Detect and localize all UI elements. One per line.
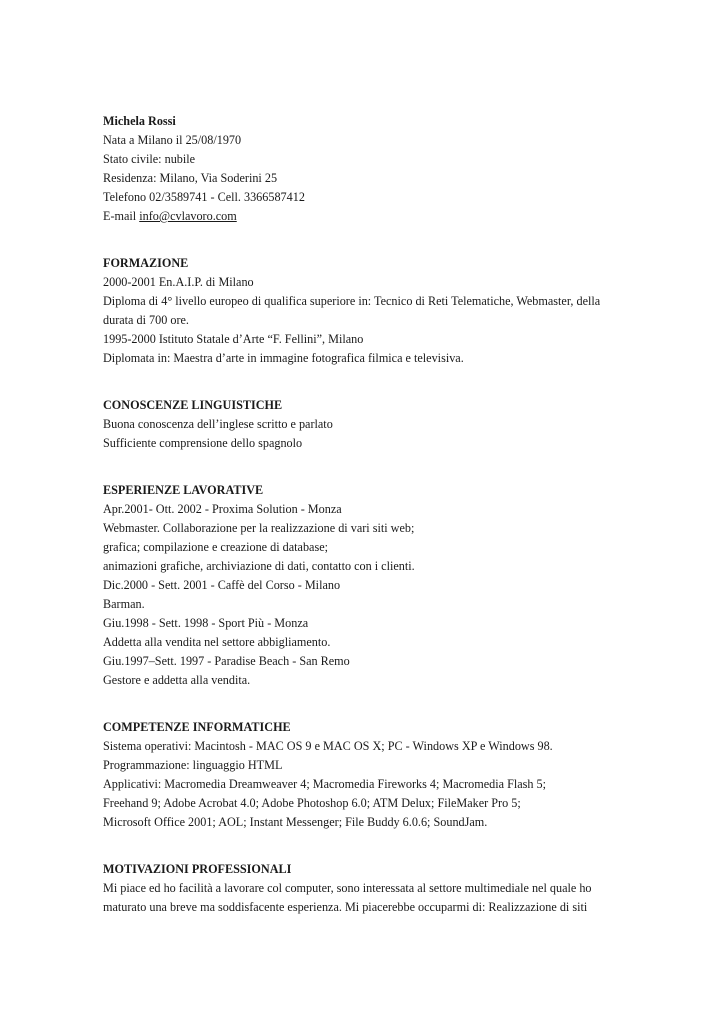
section-line: Applicativi: Macromedia Dreamweaver 4; Macromedia Fireworks 4; Macromedia Flash 5;: [103, 777, 547, 791]
phone: Telefono 02/3589741 - Cell. 3366587412: [103, 190, 305, 204]
section-line: Gestore e addetta alla vendita.: [103, 673, 251, 687]
section-line: 1995-2000 Istituto Statale d’Arte “F. Fellini”, Milano: [103, 332, 364, 346]
section-line: Giu.1998 - Sett. 1998 - Sport Più - Monza: [103, 616, 309, 630]
section-informatica: [103, 718, 623, 832]
section-line: Webmaster. Collaborazione per la realizzazione di vari siti web;: [103, 521, 415, 535]
email-line: [103, 207, 623, 226]
residence: Residenza: Milano, Via Soderini 25: [103, 171, 278, 185]
section-title-formazione: FORMAZIONE: [103, 256, 189, 270]
section-line: Sistema operativi: Macintosh - MAC OS 9 e MAC OS X; PC - Windows XP e Windows 98.: [103, 739, 553, 753]
email-prefix: E-mail: [103, 209, 140, 223]
section-spacer: [103, 453, 623, 481]
section-line: grafica; compilazione e creazione di database;: [103, 540, 329, 554]
section-line: Programmazione: linguaggio HTML: [103, 758, 283, 772]
section-title-lingue: CONOSCENZE LINGUISTICHE: [103, 398, 283, 412]
civil-status: Stato civile: nubile: [103, 152, 196, 166]
section-line: Addetta alla vendita nel settore abbigliamento.: [103, 635, 331, 649]
section-spacer: [103, 368, 623, 396]
section-title-motivazioni: MOTIVAZIONI PROFESSIONALI: [103, 862, 292, 876]
section-line: Giu.1997–Sett. 1997 - Paradise Beach - San Remo: [103, 654, 350, 668]
section-line: durata di 700 ore.: [103, 313, 189, 327]
section-line: Diploma di 4° livello europeo di qualifica superiore in: Tecnico di Reti Telematiche, Webmaster, della: [103, 294, 601, 308]
personal-info: [103, 112, 623, 226]
email-link[interactable]: info@cvlavoro.com: [139, 209, 237, 223]
section-line: Freehand 9; Adobe Acrobat 4.0; Adobe Photoshop 6.0; ATM Delux; FileMaker Pro 5;: [103, 796, 521, 810]
birth-info: Nata a Milano il 25/08/1970: [103, 133, 242, 147]
section-line: animazioni grafiche, archiviazione di dati, contatto con i clienti.: [103, 559, 415, 573]
cv-page: [103, 112, 623, 917]
section-formazione: [103, 254, 623, 368]
section-title-esperienze: ESPERIENZE LAVORATIVE: [103, 483, 264, 497]
section-line: Sufficiente comprensione dello spagnolo: [103, 436, 303, 450]
person-name: Michela Rossi: [103, 114, 176, 128]
section-spacer: [103, 226, 623, 254]
section-line: Dic.2000 - Sett. 2001 - Caffè del Corso - Milano: [103, 578, 341, 592]
section-spacer: [103, 832, 623, 860]
section-line: Barman.: [103, 597, 145, 611]
section-line: Diplomata in: Maestra d’arte in immagine fotografica filmica e televisiva.: [103, 351, 464, 365]
section-line: Mi piace ed ho facilità a lavorare col computer, sono interessata al settore multimediale nel quale ho: [103, 881, 592, 895]
section-line: Apr.2001- Ott. 2002 - Proxima Solution - Monza: [103, 502, 342, 516]
section-line: 2000-2001 En.A.I.P. di Milano: [103, 275, 254, 289]
section-lingue: [103, 396, 623, 453]
section-title-informatica: COMPETENZE INFORMATICHE: [103, 720, 291, 734]
section-line: maturato una breve ma soddisfacente esperienza. Mi piacerebbe occuparmi di: Realizzazione di siti: [103, 900, 588, 914]
section-spacer: [103, 690, 623, 718]
section-line: Microsoft Office 2001; AOL; Instant Messenger; File Buddy 6.0.6; SoundJam.: [103, 815, 488, 829]
section-esperienze: [103, 481, 623, 690]
section-line: Buona conoscenza dell’inglese scritto e parlato: [103, 417, 333, 431]
section-motivazioni: [103, 860, 623, 917]
